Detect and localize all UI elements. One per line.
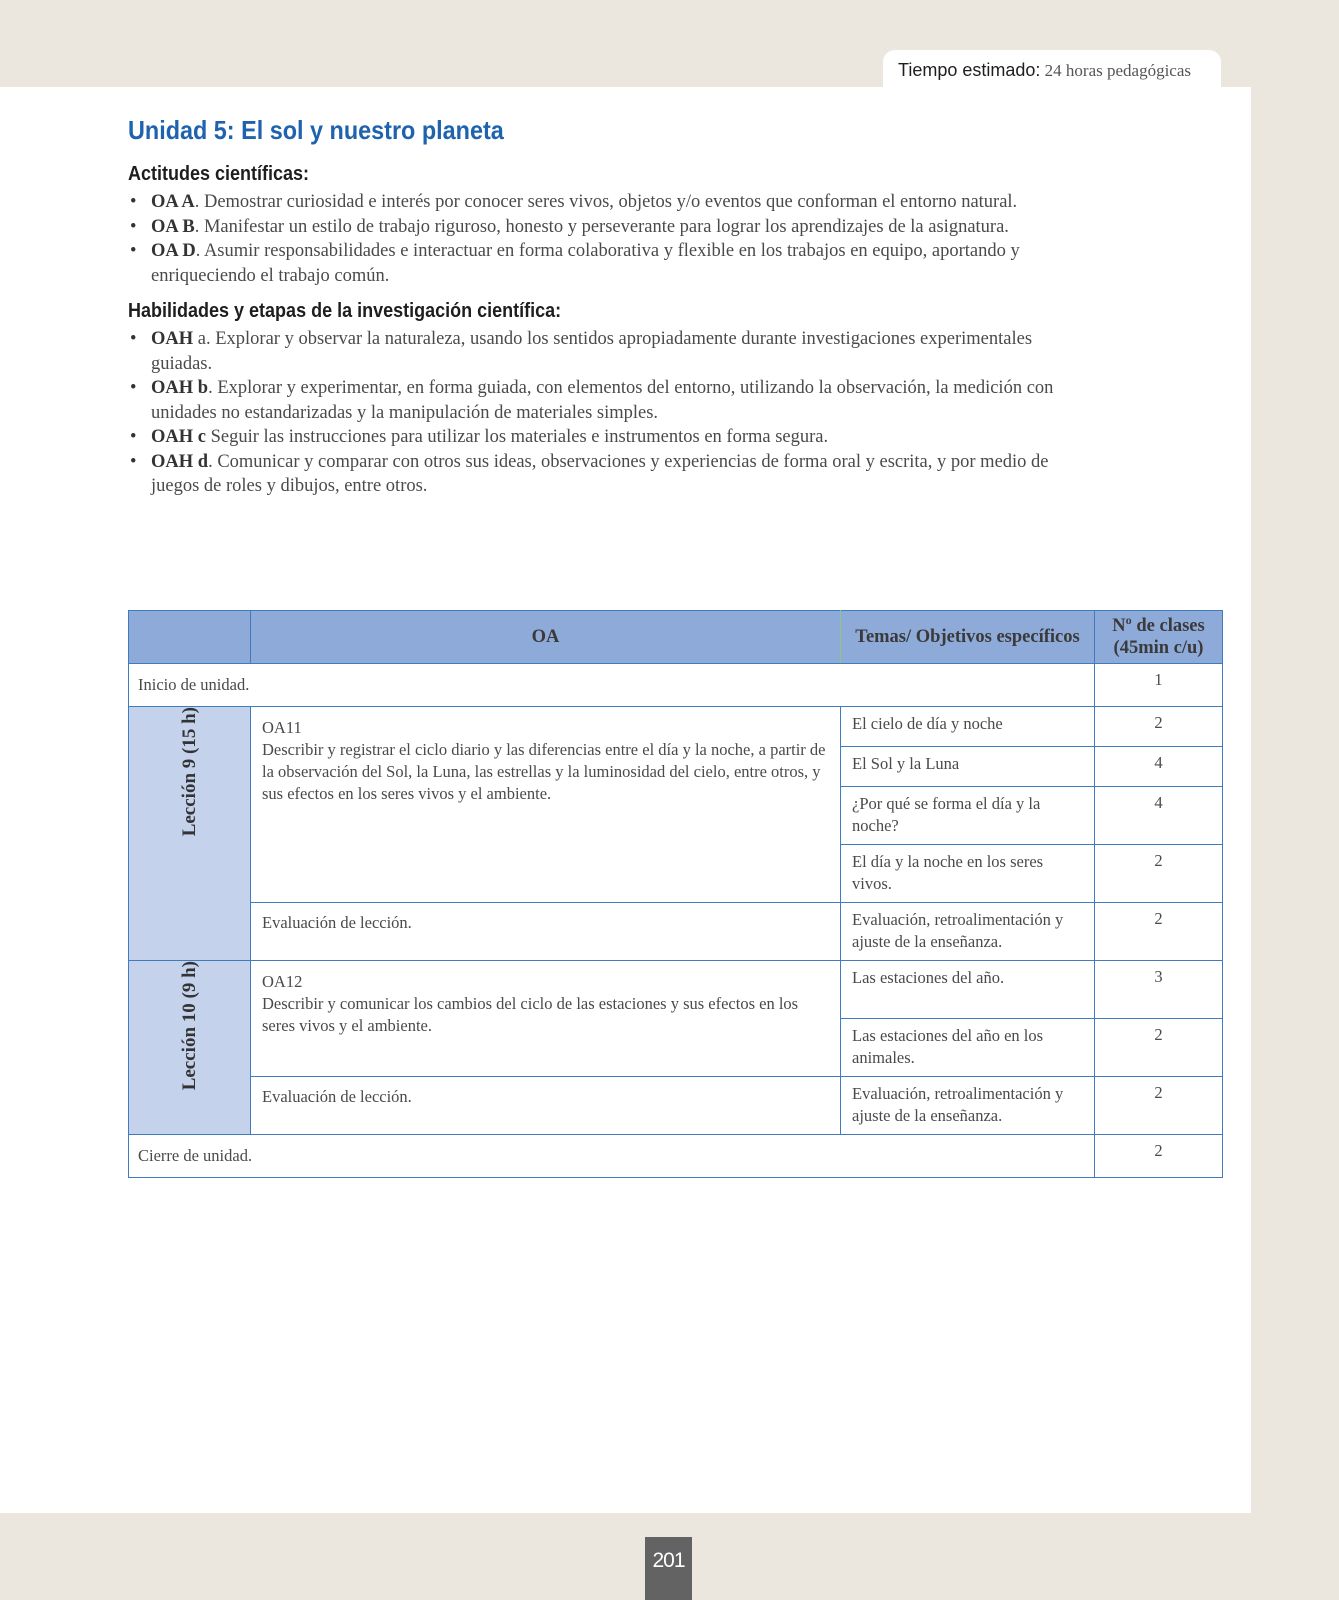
item-code: OAH c xyxy=(151,427,206,447)
list-item xyxy=(128,376,1088,425)
list-item xyxy=(128,425,1088,450)
item-text: . Comunicar y comparar con otros sus ideas, observaciones y experiencias de forma oral y escrita, y por medio de juegos de roles y dibujos, entre otros. xyxy=(151,451,1049,496)
tema-cell: El Sol y la Luna xyxy=(841,747,1095,787)
table-row xyxy=(129,707,1223,747)
oa11-cell xyxy=(251,707,841,903)
item-code: OA D xyxy=(151,241,196,261)
estimated-time-value: 24 horas pedagógicas xyxy=(1044,61,1191,80)
evaluacion-label: Evaluación de lección. xyxy=(251,1077,841,1135)
inicio-label: Inicio de unidad. xyxy=(129,664,1095,707)
item-text: Seguir las instrucciones para utilizar los materiales e instrumentos en forma segura. xyxy=(205,427,829,447)
estimated-time-label: Tiempo estimado: xyxy=(898,60,1041,80)
page-number-box xyxy=(645,1537,692,1600)
tema-cell: Las estaciones del año. xyxy=(841,961,1095,1019)
list-item xyxy=(128,215,1088,240)
habilidades-title: Habilidades y etapas de la investigación científica: xyxy=(128,300,562,322)
list-item xyxy=(128,190,1088,215)
item-letter: a xyxy=(193,329,206,349)
actitudes-list xyxy=(128,190,1088,288)
oa12-code: OA12 xyxy=(262,972,303,991)
unit-content xyxy=(128,115,1088,499)
oa11-code: OA11 xyxy=(262,718,302,737)
tema-cell: Evaluación, retroalimentación y ajuste de la enseñanza. xyxy=(841,1077,1095,1135)
table-row xyxy=(129,1077,1223,1135)
table-row xyxy=(129,1135,1223,1178)
estimated-time-tab xyxy=(883,50,1221,88)
item-text: . Demostrar curiosidad e interés por conocer seres vivos, objetos y/o eventos que conforman el entorno natural. xyxy=(194,192,1018,212)
tema-cell: Las estaciones del año en los animales. xyxy=(841,1019,1095,1077)
lesson-9-label-cell xyxy=(129,707,251,961)
item-code: OA B xyxy=(151,216,195,237)
item-text: . Explorar y observar la naturaleza, usando los sentidos apropiadamente durante investigaciones experimentales guiadas. xyxy=(151,329,1033,374)
lesson-9-label: Lección 9 (15 h) xyxy=(178,707,200,837)
list-item xyxy=(128,239,1088,288)
tema-cell: El día y la noche en los seres vivos. xyxy=(841,845,1095,903)
list-item xyxy=(128,327,1088,376)
list-item xyxy=(128,450,1088,499)
header-oa: OA xyxy=(251,611,841,664)
header-clases: Nº de clases (45min c/u) xyxy=(1095,611,1223,664)
oa12-text: Describir y comunicar los cambios del ciclo de las estaciones y sus efectos en los seres vivos y el ambiente. xyxy=(262,994,799,1035)
tema-cell: ¿Por qué se forma el día y la noche? xyxy=(841,787,1095,845)
oa11-text: Describir y registrar el ciclo diario y las diferencias entre el día y la noche, a partir de la observación del Sol, la Luna, las estrellas y la luminosidad del cielo, entre otros, y sus efectos en los seres vivos y el ambiente. xyxy=(262,740,826,803)
clases-cell: 4 xyxy=(1095,787,1223,845)
unit-planning-table xyxy=(128,610,1223,1178)
actitudes-title: Actitudes científicas: xyxy=(128,163,310,185)
item-code: OAH b xyxy=(151,378,209,398)
clases-cell: 2 xyxy=(1095,845,1223,903)
tema-cell: El cielo de día y noche xyxy=(841,707,1095,747)
item-text: . Explorar y experimentar, en forma guiada, con elementos del entorno, utilizando la observación, la medición con unidades no estandarizadas y la manipulación de materiales simples. xyxy=(151,378,1054,423)
lesson-10-label: Lección 10 (9 h) xyxy=(178,961,200,1091)
oa12-cell xyxy=(251,961,841,1077)
lesson-10-label-cell xyxy=(129,961,251,1135)
item-code: OAH d xyxy=(151,451,209,472)
page-number: 201 xyxy=(652,1549,685,1572)
table-row xyxy=(129,903,1223,961)
header-temas: Temas/ Objetivos específicos xyxy=(841,611,1095,664)
clases-cell: 2 xyxy=(1095,903,1223,961)
clases-cell: 2 xyxy=(1095,1019,1223,1077)
item-text: . Asumir responsabilidades e interactuar en forma colaborativa y flexible en los trabajos en equipo, aportando y enriqueciendo el trabajo común. xyxy=(151,241,1020,286)
header-empty xyxy=(129,611,251,664)
clases-cell: 4 xyxy=(1095,747,1223,787)
item-code: OA A xyxy=(151,192,195,212)
clases-cell: 2 xyxy=(1095,1077,1223,1135)
item-text: . Manifestar un estilo de trabajo riguroso, honesto y perseverante para lograr los aprendizajes de la asignatura. xyxy=(194,216,1009,237)
cierre-label: Cierre de unidad. xyxy=(129,1135,1095,1178)
tema-cell: Evaluación, retroalimentación y ajuste de la enseñanza. xyxy=(841,903,1095,961)
cierre-clases: 2 xyxy=(1095,1135,1223,1178)
clases-cell: 3 xyxy=(1095,961,1223,1019)
table-row xyxy=(129,961,1223,1019)
inicio-clases: 1 xyxy=(1095,664,1223,707)
item-code: OAH xyxy=(151,329,194,349)
table-header-row xyxy=(129,611,1223,664)
table-row xyxy=(129,664,1223,707)
unit-title: Unidad 5: El sol y nuestro planeta xyxy=(128,115,504,145)
clases-cell: 2 xyxy=(1095,707,1223,747)
habilidades-list xyxy=(128,327,1088,499)
evaluacion-label: Evaluación de lección. xyxy=(251,903,841,961)
